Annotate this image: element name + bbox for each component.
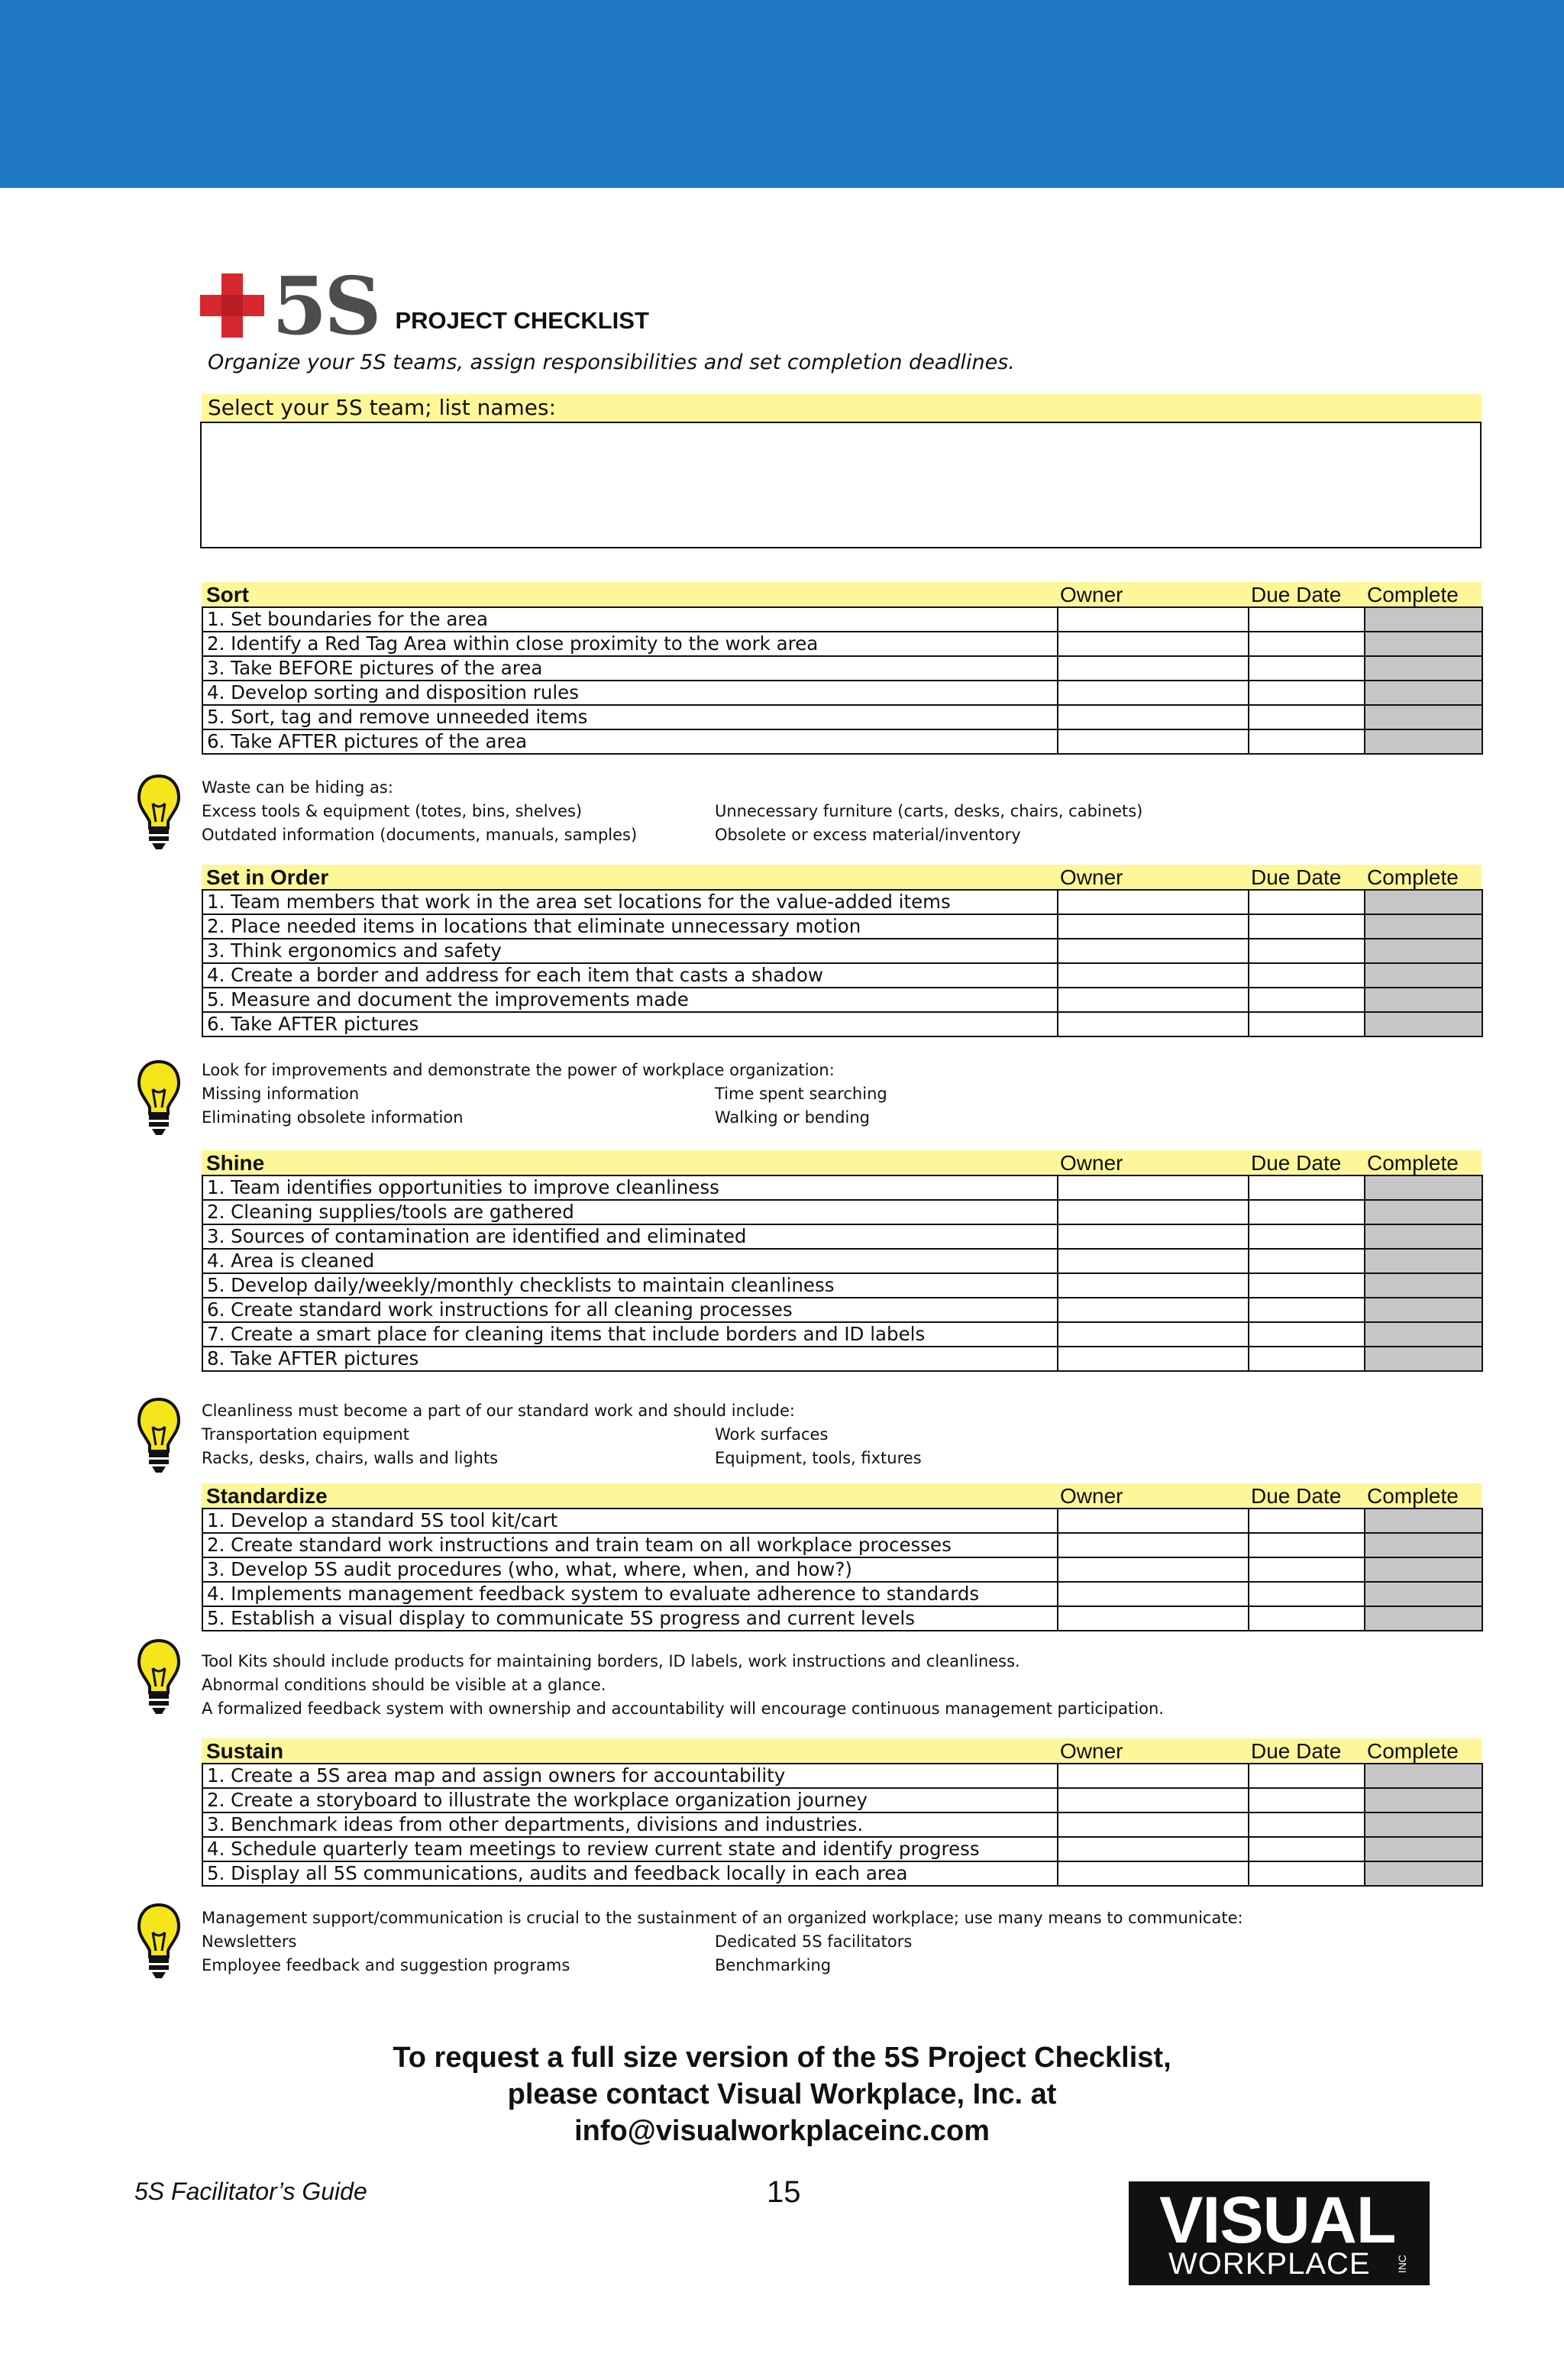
complete-cell[interactable]	[1365, 729, 1482, 754]
tip-item: Newsletters	[202, 1932, 297, 1951]
tip-item: Eliminating obsolete information	[202, 1108, 464, 1127]
table-row	[202, 1322, 1482, 1347]
complete-cell[interactable]	[1365, 1347, 1482, 1371]
logo-workplace-text: WORKPLACE	[1168, 2247, 1371, 2281]
owner-cell[interactable]	[1058, 963, 1249, 988]
owner-cell[interactable]	[1058, 1861, 1249, 1886]
complete-cell[interactable]	[1365, 1273, 1482, 1298]
tip-row	[202, 800, 1142, 823]
owner-cell[interactable]	[1058, 1273, 1249, 1298]
table-row	[202, 1175, 1482, 1200]
lightbulb-icon	[136, 1059, 182, 1138]
section-title: Sustain	[206, 1739, 284, 1763]
due-date-cell[interactable]	[1249, 1224, 1365, 1249]
task-text: 2. Place needed items in locations that eliminate unnecessary motion	[202, 914, 1058, 939]
due-date-cell[interactable]	[1249, 1557, 1365, 1582]
due-date-cell[interactable]	[1249, 705, 1365, 729]
owner-cell[interactable]	[1058, 1533, 1249, 1557]
task-text: 5. Measure and document the improvements made	[202, 988, 1058, 1012]
owner-cell[interactable]	[1058, 632, 1249, 656]
due-date-cell[interactable]	[1249, 1298, 1365, 1322]
owner-cell[interactable]	[1058, 988, 1249, 1012]
due-date-column-header: Due Date	[1251, 583, 1342, 606]
page-title: PROJECT CHECKLIST	[395, 307, 649, 334]
table-row	[202, 681, 1482, 705]
tip-item: Benchmarking	[715, 1956, 832, 1974]
task-text: 4. Implements management feedback system to evaluate adherence to standards	[202, 1582, 1058, 1606]
due-date-column-header: Due Date	[1251, 1739, 1342, 1763]
due-date-cell[interactable]	[1249, 1837, 1365, 1861]
section-title: Shine	[206, 1151, 265, 1175]
owner-cell[interactable]	[1058, 1557, 1249, 1582]
due-date-column-header: Due Date	[1251, 1151, 1342, 1175]
table-row	[202, 988, 1482, 1012]
task-text: 5. Sort, tag and remove unneeded items	[202, 705, 1058, 729]
task-text: 8. Take AFTER pictures	[202, 1347, 1058, 1371]
request-email[interactable]: info@visualworkplaceinc.com	[574, 2115, 990, 2147]
complete-cell[interactable]	[1365, 1224, 1482, 1249]
red-cross-icon	[200, 273, 264, 338]
complete-cell[interactable]	[1365, 1012, 1482, 1036]
due-date-cell[interactable]	[1249, 1582, 1365, 1606]
logo-visual-text: VISUAL	[1159, 2184, 1396, 2257]
lightbulb-icon	[136, 773, 182, 852]
complete-cell[interactable]	[1365, 632, 1482, 656]
table-row	[202, 1764, 1482, 1788]
complete-cell[interactable]	[1365, 1200, 1482, 1224]
table-row	[202, 705, 1482, 729]
complete-column-header: Complete	[1367, 583, 1459, 606]
owner-cell[interactable]	[1058, 939, 1249, 963]
table-row	[202, 1606, 1482, 1631]
table-row	[202, 1012, 1482, 1036]
due-date-cell[interactable]	[1249, 1347, 1365, 1371]
table-row	[202, 1533, 1482, 1557]
task-text: 2. Create a storyboard to illustrate the workplace organization journey	[202, 1788, 1058, 1812]
task-text: 4. Area is cleaned	[202, 1249, 1058, 1273]
due-date-column-header: Due Date	[1251, 865, 1342, 889]
complete-cell[interactable]	[1365, 1322, 1482, 1347]
checklist-table-shine	[202, 1175, 1483, 1372]
tip-intro: Management support/communication is crucial to the sustainment of an organized workplace; use many means to communicate:	[202, 1909, 1243, 1927]
tip-row	[202, 1954, 1243, 1977]
due-date-cell[interactable]	[1249, 988, 1365, 1012]
task-text: 1. Team identifies opportunities to improve cleanliness	[202, 1175, 1058, 1200]
task-text: 3. Benchmark ideas from other departments, divisions and industries.	[202, 1812, 1058, 1837]
page-subtitle: Organize your 5S teams, assign responsibilities and set completion deadlines.	[208, 351, 1015, 374]
tip-item: Dedicated 5S facilitators	[715, 1932, 913, 1951]
complete-cell[interactable]	[1365, 939, 1482, 963]
complete-cell[interactable]	[1365, 1298, 1482, 1322]
due-date-cell[interactable]	[1249, 1812, 1365, 1837]
team-names-field[interactable]	[200, 422, 1482, 548]
task-text: 3. Think ergonomics and safety	[202, 939, 1058, 963]
section-header-standardize	[202, 1483, 1482, 1508]
complete-cell[interactable]	[1365, 681, 1482, 705]
owner-cell[interactable]	[1058, 914, 1249, 939]
owner-cell[interactable]	[1058, 1812, 1249, 1837]
task-text: 5. Display all 5S communications, audits and feedback locally in each area	[202, 1861, 1058, 1886]
section-header-sustain	[202, 1738, 1482, 1763]
task-text: 7. Create a smart place for cleaning items that include borders and ID labels	[202, 1322, 1058, 1347]
task-text: 1. Set boundaries for the area	[202, 607, 1058, 632]
complete-cell[interactable]	[1365, 1837, 1482, 1861]
due-date-cell[interactable]	[1249, 914, 1365, 939]
footer-guide-title: 5S Facilitator’s Guide	[134, 2178, 367, 2205]
due-date-cell[interactable]	[1249, 1200, 1365, 1224]
tip-item: Walking or bending	[715, 1108, 870, 1127]
tip-item: Unnecessary furniture (carts, desks, chairs, cabinets)	[715, 802, 1143, 820]
task-text: 5. Establish a visual display to communicate 5S progress and current levels	[202, 1606, 1058, 1631]
owner-cell[interactable]	[1058, 1582, 1249, 1606]
owner-cell[interactable]	[1058, 705, 1249, 729]
complete-cell[interactable]	[1365, 1509, 1482, 1533]
top-banner	[0, 0, 1564, 188]
task-text: 6. Create standard work instructions for all cleaning processes	[202, 1298, 1058, 1322]
due-date-cell[interactable]	[1249, 1861, 1365, 1886]
team-label: Select your 5S team; list names:	[202, 394, 1482, 422]
tip-item: Time spent searching	[715, 1085, 887, 1103]
table-row	[202, 1509, 1482, 1533]
checklist-table-sort	[202, 606, 1483, 755]
tip-row	[202, 1106, 887, 1130]
task-text: 4. Create a border and address for each item that casts a shadow	[202, 963, 1058, 988]
owner-column-header: Owner	[1060, 1739, 1123, 1763]
owner-column-header: Owner	[1060, 1151, 1123, 1175]
complete-cell[interactable]	[1365, 890, 1482, 914]
tip-row	[202, 1447, 922, 1470]
complete-cell[interactable]	[1365, 1764, 1482, 1788]
owner-cell[interactable]	[1058, 729, 1249, 754]
table-row	[202, 914, 1482, 939]
owner-cell[interactable]	[1058, 1012, 1249, 1036]
table-row	[202, 729, 1482, 754]
section-header-set-in-order	[202, 865, 1482, 889]
table-row	[202, 1347, 1482, 1371]
complete-column-header: Complete	[1367, 1739, 1459, 1763]
task-text: 2. Identify a Red Tag Area within close proximity to the work area	[202, 632, 1058, 656]
page-number: 15	[767, 2175, 801, 2209]
table-row	[202, 1298, 1482, 1322]
owner-cell[interactable]	[1058, 1606, 1249, 1631]
owner-cell[interactable]	[1058, 1837, 1249, 1861]
table-row	[202, 1200, 1482, 1224]
section-header-shine	[202, 1150, 1482, 1175]
checklist-table-set-in-order	[202, 889, 1483, 1037]
tip-note-standardize	[202, 1650, 1164, 1721]
checklist-table-standardize	[202, 1508, 1483, 1631]
task-text: 2. Cleaning supplies/tools are gathered	[202, 1200, 1058, 1224]
complete-column-header: Complete	[1367, 1151, 1459, 1175]
tip-item: Equipment, tools, fixtures	[715, 1449, 922, 1467]
owner-cell[interactable]	[1058, 1249, 1249, 1273]
task-text: 6. Take AFTER pictures	[202, 1012, 1058, 1036]
tip-item: Employee feedback and suggestion programs	[202, 1956, 570, 1974]
section-title: Sort	[206, 583, 249, 606]
request-line-1: To request a full size version of the 5S Project Checklist,	[393, 2042, 1171, 2074]
request-message	[0, 2039, 1564, 2149]
lightbulb-icon	[136, 1638, 182, 1717]
tip-intro: Cleanliness must become a part of our standard work and should include:	[202, 1402, 795, 1420]
task-text: 3. Take BEFORE pictures of the area	[202, 656, 1058, 681]
complete-cell[interactable]	[1365, 1861, 1482, 1886]
due-date-cell[interactable]	[1249, 1533, 1365, 1557]
tip-line: A formalized feedback system with ownership and accountability will encourage continuous management participation.	[202, 1699, 1164, 1718]
complete-cell[interactable]	[1365, 1557, 1482, 1582]
due-date-cell[interactable]	[1249, 1509, 1365, 1533]
table-row	[202, 1557, 1482, 1582]
table-row	[202, 890, 1482, 914]
due-date-cell[interactable]	[1249, 1322, 1365, 1347]
table-row	[202, 607, 1482, 632]
task-text: 4. Develop sorting and disposition rules	[202, 681, 1058, 705]
owner-cell[interactable]	[1058, 1322, 1249, 1347]
tip-item: Missing information	[202, 1085, 360, 1103]
tip-item: Outdated information (documents, manuals, samples)	[202, 826, 638, 844]
tip-item: Transportation equipment	[202, 1425, 409, 1444]
owner-cell[interactable]	[1058, 656, 1249, 681]
complete-cell[interactable]	[1365, 988, 1482, 1012]
due-date-cell[interactable]	[1249, 656, 1365, 681]
table-row	[202, 1224, 1482, 1249]
owner-cell[interactable]	[1058, 1298, 1249, 1322]
complete-column-header: Complete	[1367, 865, 1459, 889]
lightbulb-icon	[136, 1396, 182, 1476]
due-date-cell[interactable]	[1249, 1606, 1365, 1631]
tip-item: Obsolete or excess material/inventory	[715, 826, 1021, 844]
complete-cell[interactable]	[1365, 1533, 1482, 1557]
owner-cell[interactable]	[1058, 1224, 1249, 1249]
task-text: 1. Team members that work in the area set locations for the value-added items	[202, 890, 1058, 914]
complete-cell[interactable]	[1365, 607, 1482, 632]
tip-note-sort	[202, 776, 1142, 847]
due-date-cell[interactable]	[1249, 681, 1365, 705]
table-row	[202, 1249, 1482, 1273]
due-date-cell[interactable]	[1249, 632, 1365, 656]
owner-cell[interactable]	[1058, 890, 1249, 914]
due-date-cell[interactable]	[1249, 729, 1365, 754]
due-date-cell[interactable]	[1249, 1273, 1365, 1298]
tip-row	[202, 1082, 887, 1106]
owner-cell[interactable]	[1058, 1175, 1249, 1200]
tip-item: Racks, desks, chairs, walls and lights	[202, 1449, 499, 1467]
table-row	[202, 1273, 1482, 1298]
table-row	[202, 1582, 1482, 1606]
lightbulb-icon	[136, 1902, 182, 1981]
owner-cell[interactable]	[1058, 1200, 1249, 1224]
due-date-cell[interactable]	[1249, 1764, 1365, 1788]
checklist-logo	[200, 259, 649, 353]
due-date-cell[interactable]	[1249, 963, 1365, 988]
task-text: 1. Create a 5S area map and assign owners for accountability	[202, 1764, 1058, 1788]
task-text: 5. Develop daily/weekly/monthly checklists to maintain cleanliness	[202, 1273, 1058, 1298]
tip-note-sustain	[202, 1906, 1243, 1977]
complete-cell[interactable]	[1365, 1788, 1482, 1812]
complete-column-header: Complete	[1367, 1484, 1459, 1508]
tip-note-shine	[202, 1399, 922, 1470]
section-title: Set in Order	[206, 865, 329, 889]
owner-cell[interactable]	[1058, 607, 1249, 632]
due-date-cell[interactable]	[1249, 607, 1365, 632]
due-date-cell[interactable]	[1249, 1012, 1365, 1036]
complete-cell[interactable]	[1365, 914, 1482, 939]
table-row	[202, 1861, 1482, 1886]
request-line-2: please contact Visual Workplace, Inc. at	[507, 2078, 1057, 2110]
complete-cell[interactable]	[1365, 1582, 1482, 1606]
tip-item: Work surfaces	[715, 1425, 829, 1444]
tip-line: Tool Kits should include products for maintaining borders, ID labels, work instructions and cleanliness.	[202, 1652, 1020, 1670]
section-title: Standardize	[206, 1484, 328, 1508]
owner-cell[interactable]	[1058, 1347, 1249, 1371]
section-header-sort	[202, 582, 1482, 606]
task-text: 6. Take AFTER pictures of the area	[202, 729, 1058, 754]
complete-cell[interactable]	[1365, 1812, 1482, 1837]
due-date-cell[interactable]	[1249, 1788, 1365, 1812]
logo-5s-text: 5S	[272, 259, 379, 353]
tip-row	[202, 823, 1142, 847]
owner-cell[interactable]	[1058, 681, 1249, 705]
complete-cell[interactable]	[1365, 1249, 1482, 1273]
due-date-cell[interactable]	[1249, 890, 1365, 914]
table-row	[202, 656, 1482, 681]
logo-inc-text: INC	[1396, 2254, 1409, 2274]
tip-row	[202, 1930, 1243, 1954]
tip-note-set-in-order	[202, 1059, 887, 1130]
tip-item: Excess tools & equipment (totes, bins, shelves)	[202, 802, 583, 820]
owner-column-header: Owner	[1060, 1484, 1123, 1508]
complete-cell[interactable]	[1365, 705, 1482, 729]
table-row	[202, 939, 1482, 963]
owner-cell[interactable]	[1058, 1764, 1249, 1788]
due-date-cell[interactable]	[1249, 939, 1365, 963]
complete-cell[interactable]	[1365, 1606, 1482, 1631]
tip-row	[202, 1423, 922, 1447]
task-text: 3. Sources of contamination are identified and eliminated	[202, 1224, 1058, 1249]
task-text: 3. Develop 5S audit procedures (who, what, where, when, and how?)	[202, 1557, 1058, 1582]
complete-cell[interactable]	[1365, 963, 1482, 988]
owner-column-header: Owner	[1060, 583, 1123, 606]
tip-line: Abnormal conditions should be visible at a glance.	[202, 1676, 606, 1694]
complete-cell[interactable]	[1365, 1175, 1482, 1200]
owner-cell[interactable]	[1058, 1788, 1249, 1812]
due-date-column-header: Due Date	[1251, 1484, 1342, 1508]
table-row	[202, 1788, 1482, 1812]
due-date-cell[interactable]	[1249, 1249, 1365, 1273]
table-row	[202, 1837, 1482, 1861]
table-row	[202, 1812, 1482, 1837]
table-row	[202, 963, 1482, 988]
tip-intro: Waste can be hiding as:	[202, 778, 393, 797]
checklist-table-sustain	[202, 1763, 1483, 1887]
owner-column-header: Owner	[1060, 865, 1123, 889]
visual-workplace-logo	[1129, 2181, 1430, 2285]
task-text: 4. Schedule quarterly team meetings to review current state and identify progress	[202, 1837, 1058, 1861]
task-text: 2. Create standard work instructions and train team on all workplace processes	[202, 1533, 1058, 1557]
table-row	[202, 632, 1482, 656]
task-text: 1. Develop a standard 5S tool kit/cart	[202, 1509, 1058, 1533]
complete-cell[interactable]	[1365, 656, 1482, 681]
owner-cell[interactable]	[1058, 1509, 1249, 1533]
tip-intro: Look for improvements and demonstrate the power of workplace organization:	[202, 1061, 835, 1079]
due-date-cell[interactable]	[1249, 1175, 1365, 1200]
